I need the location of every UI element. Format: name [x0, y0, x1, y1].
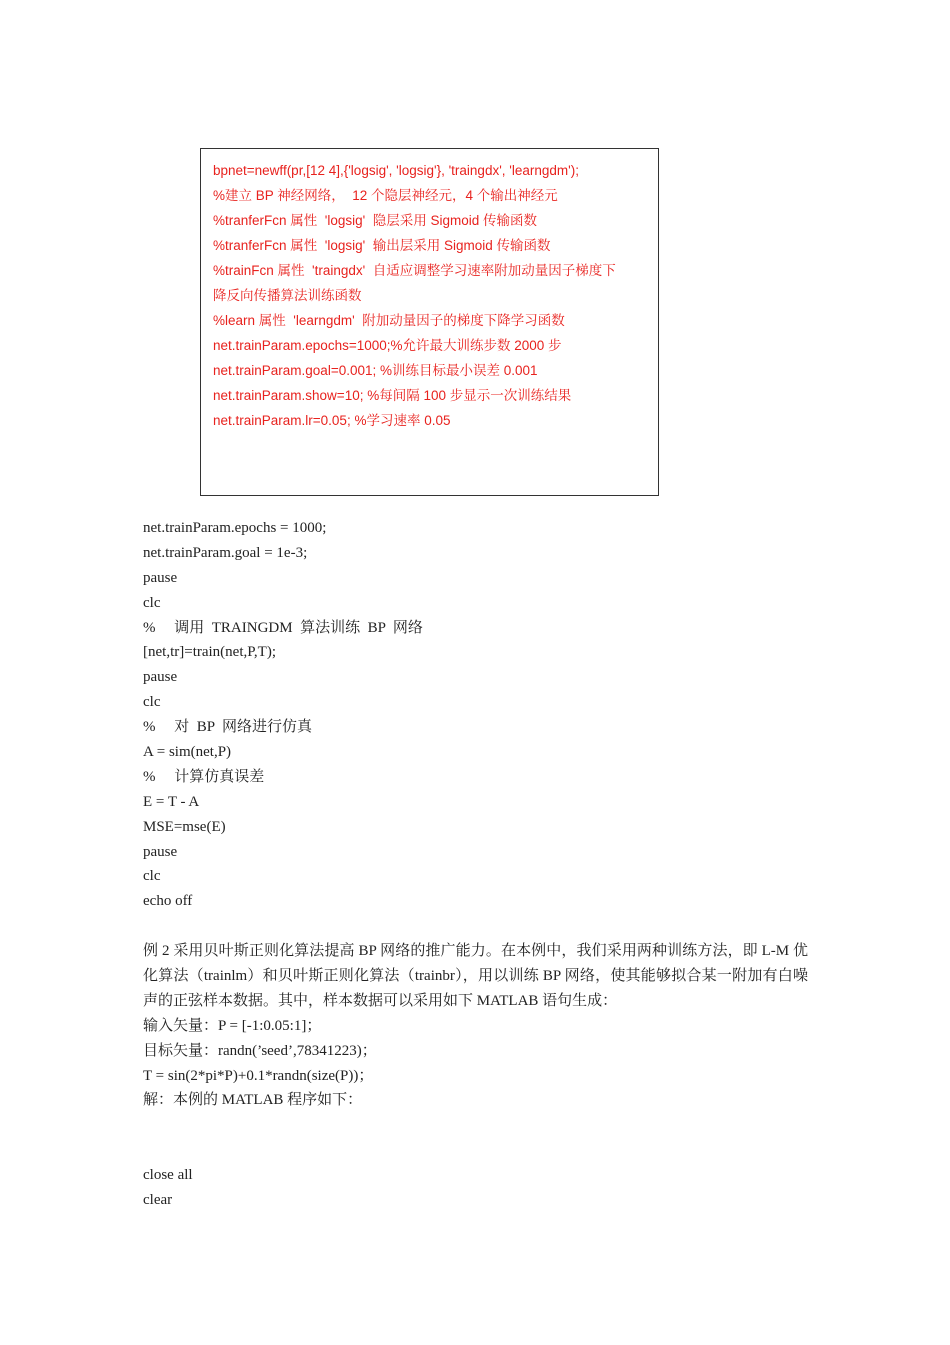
code-line: pause: [143, 669, 178, 686]
code-annotation-box: [200, 148, 659, 496]
code-line: clear: [143, 1191, 173, 1208]
box-line: net.trainParam.epochs=1000;%允许最大训练步数 2000 步: [213, 338, 562, 353]
example-line: 目标矢量：randn(’seed’,78341223)；: [143, 1042, 377, 1059]
code-line: clc: [143, 594, 161, 611]
code-line: % 调用 TRAINGDM 算法训练 BP 网络: [143, 619, 423, 636]
code-line: net.trainParam.epochs = 1000;: [143, 520, 327, 536]
tail-listing: [143, 1163, 808, 1213]
code-line: [net,tr]=train(net,P,T);: [143, 644, 277, 661]
box-line: bpnet=newff(pr,[12 4],{'logsig', 'logsig'}, 'traingdx', 'learngdm');: [213, 163, 579, 178]
box-line: net.trainParam.show=10; %每间隔 100 步显示一次训练结果: [213, 388, 572, 403]
example-line: 输入矢量：P = [-1:0.05:1]；: [143, 1017, 322, 1034]
code-line: close all: [143, 1167, 193, 1183]
code-line: clc: [143, 694, 161, 711]
box-line: net.trainParam.lr=0.05; %学习速率 0.05: [213, 413, 451, 428]
code-line: % 对 BP 网络进行仿真: [143, 719, 313, 736]
example-line: 解：本例的 MATLAB 程序如下：: [143, 1092, 363, 1109]
code-line: clc: [143, 868, 161, 885]
example-section: [143, 939, 808, 1113]
box-line: %tranferFcn 属性 'logsig' 隐层采用 Sigmoid 传输函数: [213, 213, 537, 228]
box-line: %trainFcn 属性 'traingdx' 自适应调整学习速率附加动量因子梯度下: [213, 263, 616, 278]
box-line: 降反向传播算法训练函数: [213, 288, 362, 303]
code-line: net.trainParam.goal = 1e-3;: [143, 544, 308, 561]
code-listing: [143, 516, 808, 914]
code-line: echo off: [143, 893, 193, 910]
code-line: pause: [143, 569, 178, 586]
code-line: A = sim(net,P): [143, 744, 232, 761]
box-line: %建立 BP 神经网络， 12 个隐层神经元，4 个输出神经元: [213, 188, 558, 203]
code-line: % 计算仿真误差: [143, 768, 265, 785]
box-line: net.trainParam.goal=0.001; %训练目标最小误差 0.001: [213, 363, 538, 378]
example-paragraph: 例 2 采用贝叶斯正则化算法提高 BP 网络的推广能力。在本例中，我们采用两种训练方法，即 L-M 优化算法（trainlm）和贝叶斯正则化算法（trainbr），用以训练 BP 网络，使其能够拟合某一附加有白噪声的正弦样本数据。其中，样本数据可以采用如下 MATLAB 语句生成：: [143, 943, 808, 1009]
code-line: MSE=mse(E): [143, 818, 226, 835]
box-line: %tranferFcn 属性 'logsig' 输出层采用 Sigmoid 传输函数: [213, 238, 551, 253]
example-line: T = sin(2*pi*P)+0.1*randn(size(P))；: [143, 1067, 374, 1084]
code-line: pause: [143, 843, 178, 860]
box-line: %learn 属性 'learngdm' 附加动量因子的梯度下降学习函数: [213, 313, 565, 328]
code-line: E = T - A: [143, 793, 200, 810]
